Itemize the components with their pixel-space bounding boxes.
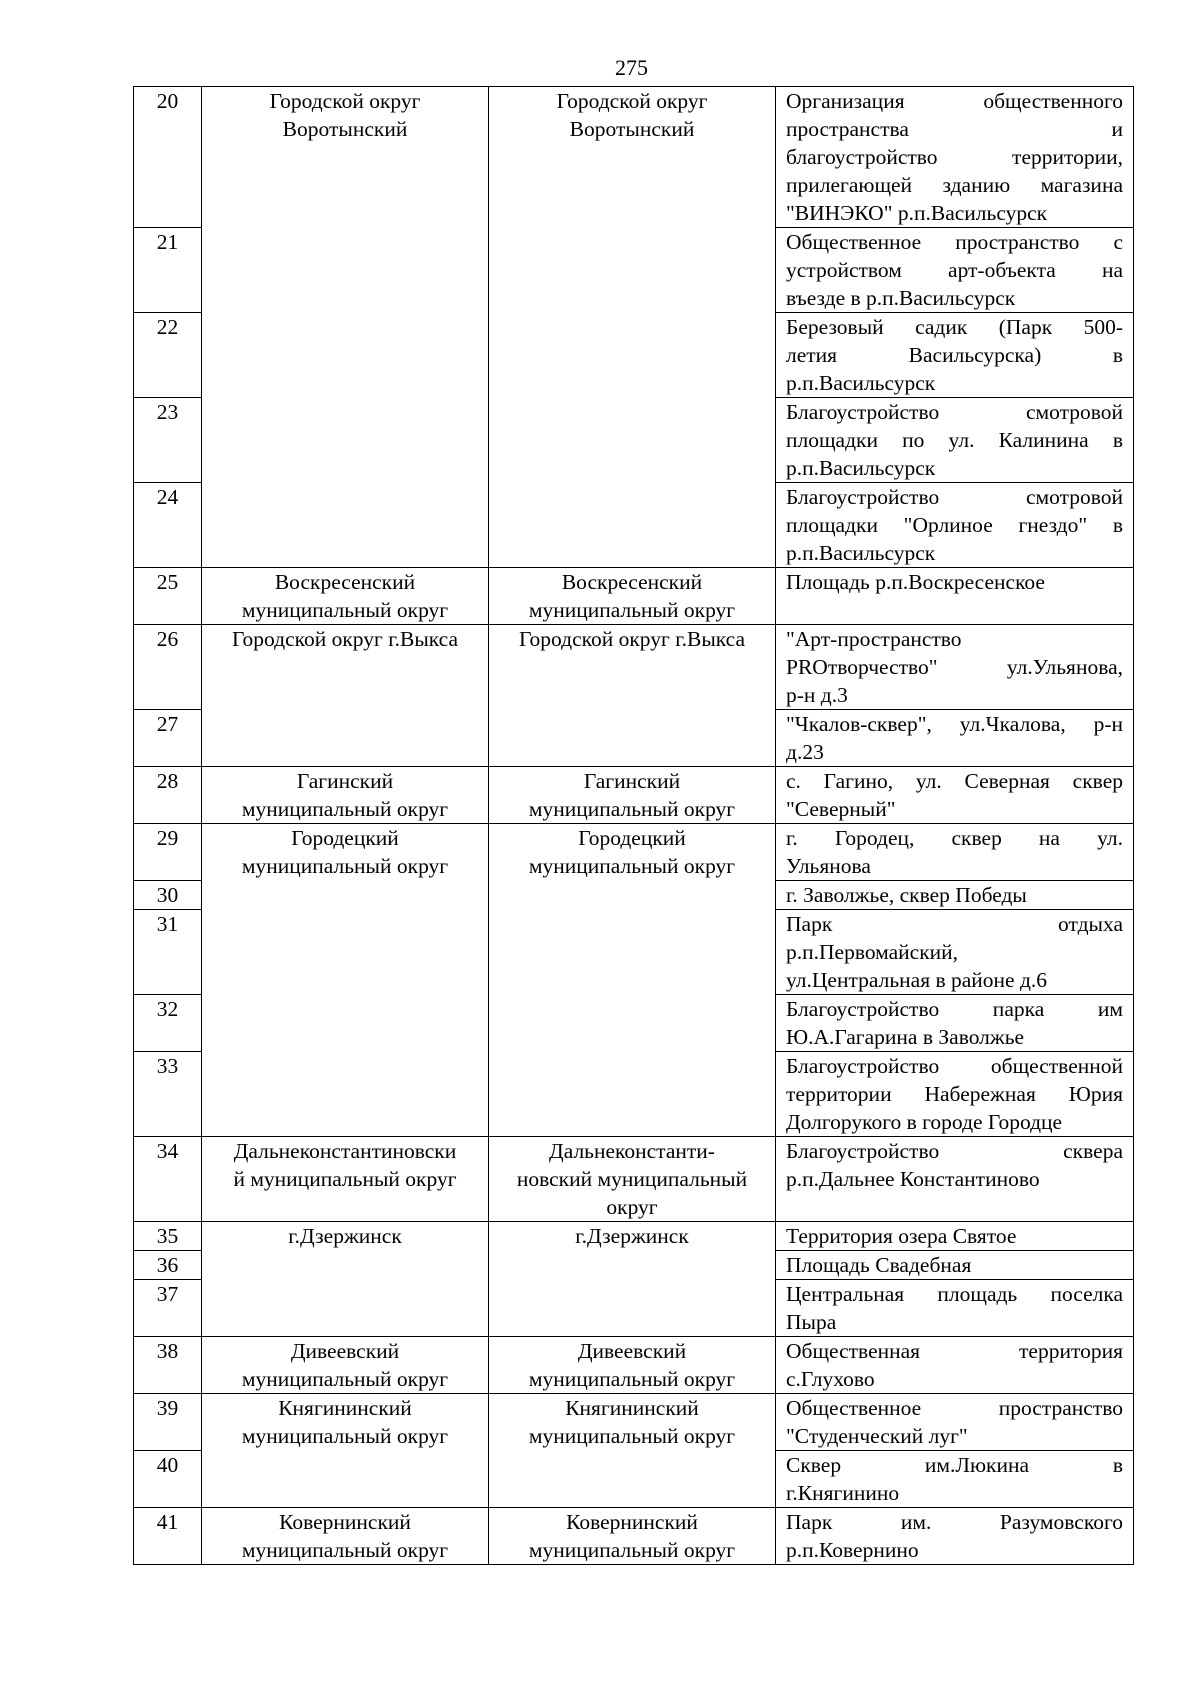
table-row xyxy=(134,767,1134,824)
district-cell: Княгининский муниципальный округ xyxy=(202,1394,489,1508)
row-number: 24 xyxy=(134,483,202,568)
row-number: 30 xyxy=(134,881,202,910)
municipality-cell: Дивеевский муниципальный округ xyxy=(489,1337,776,1394)
district-cell: Ковернинский муниципальный округ xyxy=(202,1508,489,1565)
row-number: 37 xyxy=(134,1280,202,1337)
row-number: 40 xyxy=(134,1451,202,1508)
municipality-cell: Гагинский муниципальный округ xyxy=(489,767,776,824)
municipality-cell: г.Дзержинск xyxy=(489,1222,776,1337)
table-row xyxy=(134,1394,1134,1451)
object-cell: Общественная территория с.Глухово xyxy=(776,1337,1134,1394)
object-cell: Центральная площадь поселка Пыра xyxy=(776,1280,1134,1337)
municipality-cell: Дальнеконстанти- новский муниципальный округ xyxy=(489,1137,776,1222)
district-cell: Городской округ Воротынский xyxy=(202,87,489,568)
district-cell: Городской округ г.Выкса xyxy=(202,625,489,767)
row-number: 34 xyxy=(134,1137,202,1222)
row-number: 36 xyxy=(134,1251,202,1280)
objects-table xyxy=(133,86,1134,1565)
object-cell: Общественное пространство "Студенческий луг" xyxy=(776,1394,1134,1451)
object-cell: Парк им. Разумовского р.п.Ковернино xyxy=(776,1508,1134,1565)
municipality-cell: Городской округ Воротынский xyxy=(489,87,776,568)
object-cell: "Чкалов-сквер", ул.Чкалова, р-н д.23 xyxy=(776,710,1134,767)
object-cell: Площадь р.п.Воскресенское xyxy=(776,568,1134,625)
row-number: 22 xyxy=(134,313,202,398)
object-cell: г. Заволжье, сквер Победы xyxy=(776,881,1134,910)
object-cell: Березовый садик (Парк 500- летия Васильсурска) в р.п.Васильсурск xyxy=(776,313,1134,398)
object-cell: с. Гагино, ул. Северная сквер "Северный" xyxy=(776,767,1134,824)
table-row xyxy=(134,1508,1134,1565)
municipality-cell: Ковернинский муниципальный округ xyxy=(489,1508,776,1565)
table-row xyxy=(134,1137,1134,1222)
object-cell: Площадь Свадебная xyxy=(776,1251,1134,1280)
row-number: 32 xyxy=(134,995,202,1052)
table-row xyxy=(134,568,1134,625)
district-cell: г.Дзержинск xyxy=(202,1222,489,1337)
municipality-cell: Воскресенский муниципальный округ xyxy=(489,568,776,625)
object-cell: "Арт-пространство PROтворчество" ул.Ульянова, р-н д.3 xyxy=(776,625,1134,710)
district-cell: Дивеевский муниципальный округ xyxy=(202,1337,489,1394)
table-row xyxy=(134,1222,1134,1251)
row-number: 23 xyxy=(134,398,202,483)
row-number: 33 xyxy=(134,1052,202,1137)
object-cell: Общественное пространство с устройством арт-объекта на въезде в р.п.Васильсурск xyxy=(776,228,1134,313)
object-cell: Благоустройство общественной территории Набережная Юрия Долгорукого в городе Городце xyxy=(776,1052,1134,1137)
object-cell: Благоустройство парка им Ю.А.Гагарина в Заволжье xyxy=(776,995,1134,1052)
row-number: 21 xyxy=(134,228,202,313)
municipality-cell: Городецкий муниципальный округ xyxy=(489,824,776,1137)
row-number: 20 xyxy=(134,87,202,228)
row-number: 35 xyxy=(134,1222,202,1251)
table-row xyxy=(134,824,1134,881)
page-number: 275 xyxy=(615,55,648,80)
row-number: 41 xyxy=(134,1508,202,1565)
row-number: 27 xyxy=(134,710,202,767)
district-cell: Гагинский муниципальный округ xyxy=(202,767,489,824)
table-row xyxy=(134,87,1134,228)
municipality-cell: Княгининский муниципальный округ xyxy=(489,1394,776,1508)
district-cell: Городецкий муниципальный округ xyxy=(202,824,489,1137)
object-cell: Сквер им.Люкина в г.Княгинино xyxy=(776,1451,1134,1508)
row-number: 39 xyxy=(134,1394,202,1451)
row-number: 29 xyxy=(134,824,202,881)
object-cell: Парк отдыха р.п.Первомайский, ул.Центральная в районе д.6 xyxy=(776,910,1134,995)
object-cell: Благоустройство смотровой площадки по ул. Калинина в р.п.Васильсурск xyxy=(776,398,1134,483)
row-number: 25 xyxy=(134,568,202,625)
row-number: 38 xyxy=(134,1337,202,1394)
row-number: 28 xyxy=(134,767,202,824)
table-row xyxy=(134,625,1134,710)
row-number: 31 xyxy=(134,910,202,995)
object-cell: г. Городец, сквер на ул. Ульянова xyxy=(776,824,1134,881)
object-cell: Территория озера Святое xyxy=(776,1222,1134,1251)
municipality-cell: Городской округ г.Выкса xyxy=(489,625,776,767)
table-row xyxy=(134,1337,1134,1394)
row-number: 26 xyxy=(134,625,202,710)
object-cell: Благоустройство смотровой площадки "Орлиное гнездо" в р.п.Васильсурск xyxy=(776,483,1134,568)
object-cell: Организация общественного пространства и благоустройство территории, прилегающей зданию магазина "ВИНЭКО" р.п.Васильсурск xyxy=(776,87,1134,228)
district-cell: Воскресенский муниципальный округ xyxy=(202,568,489,625)
district-cell: Дальнеконстантиновски й муниципальный округ xyxy=(202,1137,489,1222)
object-cell: Благоустройство сквера р.п.Дальнее Константиново xyxy=(776,1137,1134,1222)
